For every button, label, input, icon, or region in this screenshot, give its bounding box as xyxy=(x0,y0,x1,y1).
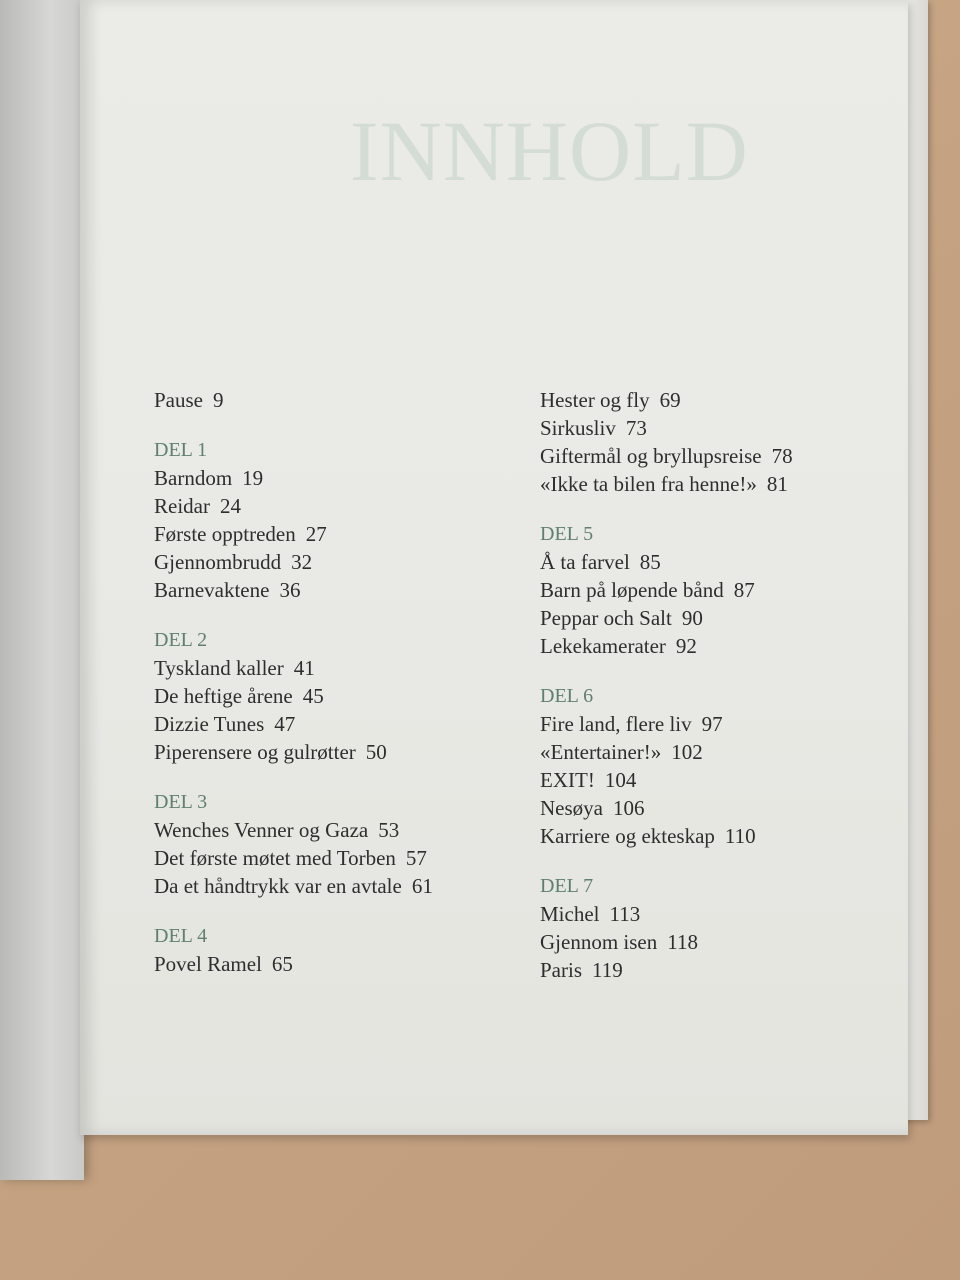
toc-entry xyxy=(540,956,870,984)
entry-page-number: 57 xyxy=(405,846,427,870)
toc-section xyxy=(154,386,484,414)
toc-section xyxy=(540,872,870,984)
toc-entry xyxy=(540,414,870,442)
entry-title: Det første møtet med Torben xyxy=(154,846,396,870)
toc-entry xyxy=(154,844,484,872)
entry-page-number: 19 xyxy=(242,466,264,490)
toc-section xyxy=(540,520,870,660)
entry-title: Gjennom isen xyxy=(540,930,658,954)
toc-section xyxy=(540,682,870,850)
entry-title: Giftermål og bryllupsreise xyxy=(540,444,762,468)
section-heading: DEL 3 xyxy=(154,791,208,813)
section-heading: DEL 4 xyxy=(154,925,208,947)
page-title: INNHOLD xyxy=(350,103,749,199)
toc-section xyxy=(154,922,484,978)
toc-section xyxy=(540,386,870,498)
entry-title: Da et håndtrykk var en avtale xyxy=(154,874,402,898)
entry-title: Paris xyxy=(540,958,582,982)
entry-title: Lekekamerater xyxy=(540,634,666,658)
toc-entry xyxy=(154,710,484,738)
section-heading: DEL 7 xyxy=(540,875,594,897)
entry-title: Wenches Venner og Gaza xyxy=(154,818,369,842)
toc-entry xyxy=(540,738,870,766)
entry-title: «Entertainer!» xyxy=(540,740,662,764)
entry-page-number: 92 xyxy=(675,634,697,658)
left-page-edge xyxy=(0,0,84,1180)
entry-title: EXIT! xyxy=(540,768,595,792)
toc-entry xyxy=(154,950,484,978)
toc-entry xyxy=(154,872,484,900)
entry-page-number: 104 xyxy=(604,768,637,792)
toc-entry xyxy=(540,442,870,470)
entry-page-number: 90 xyxy=(681,606,703,630)
entry-page-number: 113 xyxy=(609,902,641,926)
entry-title: Første opptreden xyxy=(154,522,296,546)
toc-entry xyxy=(154,520,484,548)
entry-title: Michel xyxy=(540,902,600,926)
entry-page-number: 102 xyxy=(671,740,703,764)
entry-page-number: 106 xyxy=(612,796,645,820)
toc-entry xyxy=(540,928,870,956)
entry-page-number: 53 xyxy=(378,818,400,842)
entry-page-number: 65 xyxy=(271,952,293,976)
toc-entry xyxy=(154,654,484,682)
entry-title: Sirkusliv xyxy=(540,416,616,440)
section-heading: DEL 2 xyxy=(154,629,208,651)
entry-title: «Ikke ta bilen fra henne!» xyxy=(540,472,757,496)
entry-page-number: 27 xyxy=(305,522,327,546)
entry-title: Pause xyxy=(154,388,203,412)
toc-entry xyxy=(540,710,870,738)
toc-entry xyxy=(540,822,870,850)
entry-title: Dizzie Tunes xyxy=(154,712,265,736)
entry-page-number: 78 xyxy=(771,444,793,468)
toc-section xyxy=(154,626,484,766)
toc-entry xyxy=(540,900,870,928)
entry-title: Fire land, flere liv xyxy=(540,712,692,736)
entry-page-number: 73 xyxy=(625,416,647,440)
toc-section xyxy=(154,436,484,604)
toc-entry xyxy=(154,386,484,414)
toc-entry xyxy=(540,386,870,414)
toc-entry xyxy=(540,470,870,498)
entry-title: De heftige årene xyxy=(154,684,293,708)
entry-page-number: 81 xyxy=(766,472,788,496)
toc-entry xyxy=(540,794,870,822)
entry-title: Barnevaktene xyxy=(154,578,270,602)
entry-title: Nesøya xyxy=(540,796,603,820)
entry-title: Barndom xyxy=(154,466,233,490)
entry-page-number: 36 xyxy=(279,578,301,602)
entry-title: Tyskland kaller xyxy=(154,656,284,680)
entry-page-number: 97 xyxy=(701,712,723,736)
entry-page-number: 85 xyxy=(639,550,661,574)
toc-entry xyxy=(154,816,484,844)
entry-page-number: 32 xyxy=(291,550,313,574)
section-heading: DEL 1 xyxy=(154,439,208,461)
entry-page-number: 41 xyxy=(293,656,315,680)
entry-title: Karriere og ekteskap xyxy=(540,824,715,848)
entry-page-number: 69 xyxy=(659,388,681,412)
section-heading: DEL 6 xyxy=(540,685,594,707)
toc-entry xyxy=(154,492,484,520)
toc-section xyxy=(154,788,484,900)
entry-title: Hester og fly xyxy=(540,388,650,412)
entry-page-number: 87 xyxy=(733,578,755,602)
entry-title: Å ta farvel xyxy=(540,550,630,574)
entry-page-number: 9 xyxy=(213,388,224,412)
toc-entry xyxy=(154,548,484,576)
toc-entry xyxy=(540,548,870,576)
entry-page-number: 118 xyxy=(667,930,698,954)
toc-entry xyxy=(154,576,484,604)
entry-title: Reidar xyxy=(154,494,210,518)
toc-entry xyxy=(540,604,870,632)
toc-left-column xyxy=(154,386,484,1000)
toc-entry xyxy=(154,738,484,766)
entry-page-number: 50 xyxy=(365,740,387,764)
entry-page-number: 47 xyxy=(274,712,296,736)
toc-entry xyxy=(540,766,870,794)
entry-title: Povel Ramel xyxy=(154,952,262,976)
entry-title: Gjennombrudd xyxy=(154,550,282,574)
toc-entry xyxy=(540,576,870,604)
entry-title: Peppar och Salt xyxy=(540,606,672,630)
entry-page-number: 110 xyxy=(724,824,756,848)
entry-title: Barn på løpende bånd xyxy=(540,578,724,602)
entry-title: Piperensere og gulrøtter xyxy=(154,740,356,764)
toc-entry xyxy=(540,632,870,660)
toc-right-column xyxy=(540,386,870,1006)
section-heading: DEL 5 xyxy=(540,523,594,545)
entry-page-number: 45 xyxy=(302,684,324,708)
entry-page-number: 24 xyxy=(219,494,241,518)
entry-page-number: 119 xyxy=(592,958,623,982)
toc-entry xyxy=(154,464,484,492)
entry-page-number: 61 xyxy=(411,874,433,898)
toc-entry xyxy=(154,682,484,710)
